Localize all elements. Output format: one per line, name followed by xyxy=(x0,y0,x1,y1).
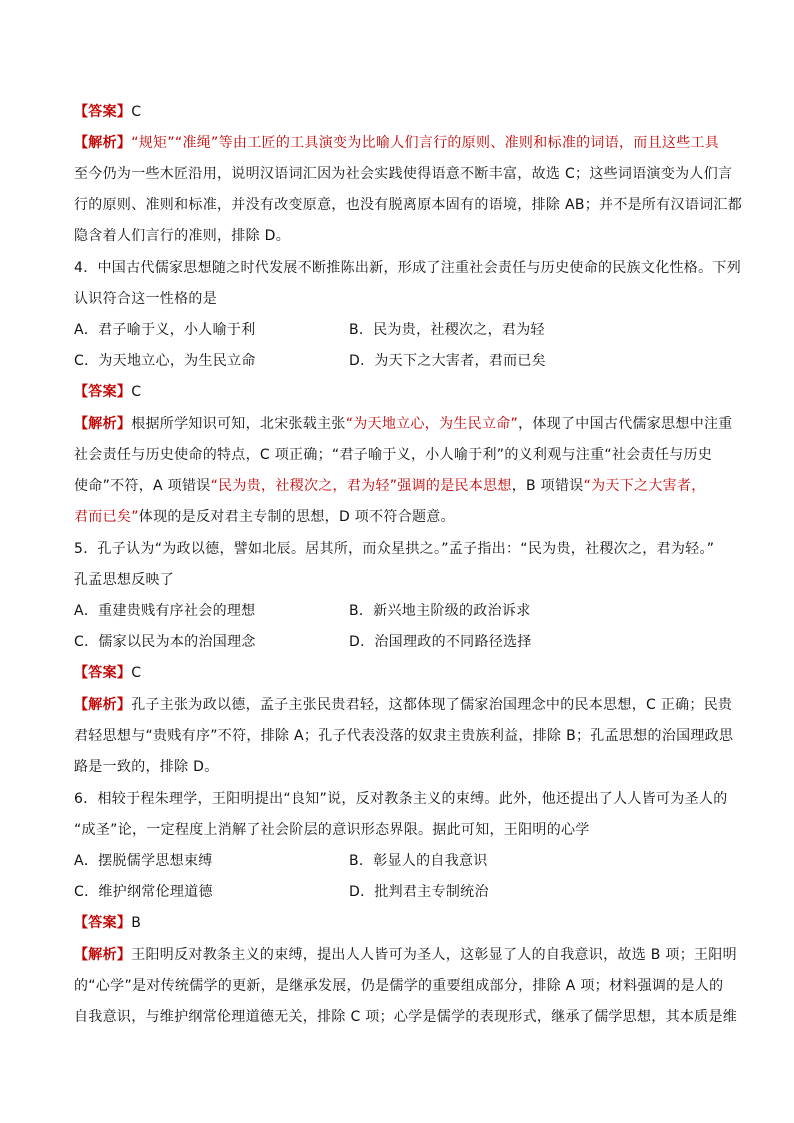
analysis-line: 路是一致的，排除 D。 xyxy=(74,759,219,775)
analysis-line: 自我意识，与维护纲常伦理道德无关，排除 C 项；心学是儒学的表现形式，继承了儒学思想，其本质是维 xyxy=(74,1009,738,1025)
answer-line xyxy=(74,663,724,683)
question-stem: 5．孔子认为“为政以德，譬如北辰。居其所，而众星拱之。”孟子指出：“民为贵，社稷次之，君为轻。” xyxy=(74,541,715,557)
analysis-line xyxy=(74,133,724,153)
analysis-line: 君轻思想与“贵贱有序”不符，排除 A；孔子代表没落的奴隶主贵族利益，排除 B；孔孟思想的治国理政思 xyxy=(74,728,734,744)
question-stem: 孔孟思想反映了 xyxy=(74,572,175,588)
option-c: C．维护纲常伦理道德 xyxy=(74,884,213,900)
answer-line xyxy=(74,382,724,402)
answer-line xyxy=(74,102,724,122)
answer-tag: 【答案】 xyxy=(74,104,132,120)
answer-value: C xyxy=(131,384,142,400)
analysis-line: 君而已矣”体现的是反对君主专制的思想，D 项不符合题意。 xyxy=(74,509,455,525)
question-stem: 4．中国古代儒家思想随之时代发展不断推陈出新，形成了注重社会责任与历史使命的民族文化性格。下列 xyxy=(74,260,742,276)
option-b: B．民为贵，社稷次之，君为轻 xyxy=(349,322,545,338)
analysis-line: 隐含着人们言行的准则，排除 D。 xyxy=(74,228,291,244)
analysis-text: “规矩”“准绳”等由工匠的工具演变为比喻人们言行的原则、准则和标准的词语，而且这些工具 xyxy=(131,135,720,151)
analysis-line: 至今仍为一些木匠沿用，说明汉语词汇因为社会实践使得语意不断丰富，故选 C；这些词语演变为人们言 xyxy=(74,166,733,182)
analysis-line: 【解析】孔子主张为政以德，孟子主张民贵君轻，这都体现了儒家治国理念中的民本思想，C 正确；民贵 xyxy=(74,697,733,713)
option-a: A．君子喻于义，小人喻于利 xyxy=(74,322,256,338)
option-d: D．为天下之大害者，君而已矣 xyxy=(349,353,546,369)
answer-value: C xyxy=(131,104,142,120)
option-c: C．儒家以民为本的治国理念 xyxy=(74,634,256,650)
analysis-tag: 【解析】 xyxy=(74,135,132,151)
question-stem: 6．相较于程朱理学，王阳明提出“良知”说，反对教条主义的束缚。此外，他还提出了人人皆可为圣人的 xyxy=(74,791,728,807)
question-stem: “成圣”论，一定程度上消解了社会阶层的意识形态界限。据此可知，王阳明的心学 xyxy=(74,822,590,838)
answer-value: B xyxy=(131,915,142,931)
option-d: D．治国理政的不同路径选择 xyxy=(349,634,532,650)
option-c: C．为天地立心，为生民立命 xyxy=(74,353,256,369)
analysis-line: 使命”不符，A 项错误“民为贵，社稷次之，君为轻”强调的是民本思想，B 项错误“为天下之大害者， xyxy=(74,478,706,494)
option-a: A．重建贵贱有序社会的理想 xyxy=(74,603,256,619)
answer-tag: 【答案】 xyxy=(74,384,132,400)
question-stem: 认识符合这一性格的是 xyxy=(74,291,217,307)
analysis-line: 【解析】王阳明反对教条主义的束缚，提出人人皆可为圣人，这彰显了人的自我意识，故选 B 项；王阳明 xyxy=(74,947,737,963)
option-d: D．批判君主专制统治 xyxy=(349,884,489,900)
answer-line xyxy=(74,913,724,933)
analysis-tag: 【解析】 xyxy=(74,947,132,963)
analysis-line: 行的原则、准则和标准，并没有改变原意，也没有脱离原本固有的语境，排除 AB；并不是所有汉语词汇都 xyxy=(74,197,743,213)
answer-value: C xyxy=(131,665,142,681)
answer-tag: 【答案】 xyxy=(74,665,132,681)
analysis-line: 的“心学”是对传统儒学的更新，是继承发展，仍是儒学的重要组成部分，排除 A 项；材料强调的是人的 xyxy=(74,978,724,994)
analysis-tag: 【解析】 xyxy=(74,697,132,713)
analysis-tag: 【解析】 xyxy=(74,416,132,432)
analysis-line: 【解析】根据所学知识可知，北宋张载主张“为天地立心，为生民立命”，体现了中国古代儒家思想中注重 xyxy=(74,416,733,432)
option-b: B．新兴地主阶级的政治诉求 xyxy=(349,603,531,619)
analysis-line: 社会责任与历史使命的特点，C 项正确；“君子喻于义，小人喻于利”的义利观与注重“社会责任与历史 xyxy=(74,447,713,463)
option-a: A．摆脱儒学思想束缚 xyxy=(74,853,213,869)
option-b: B．彰显人的自我意识 xyxy=(349,853,488,869)
answer-tag: 【答案】 xyxy=(74,915,132,931)
